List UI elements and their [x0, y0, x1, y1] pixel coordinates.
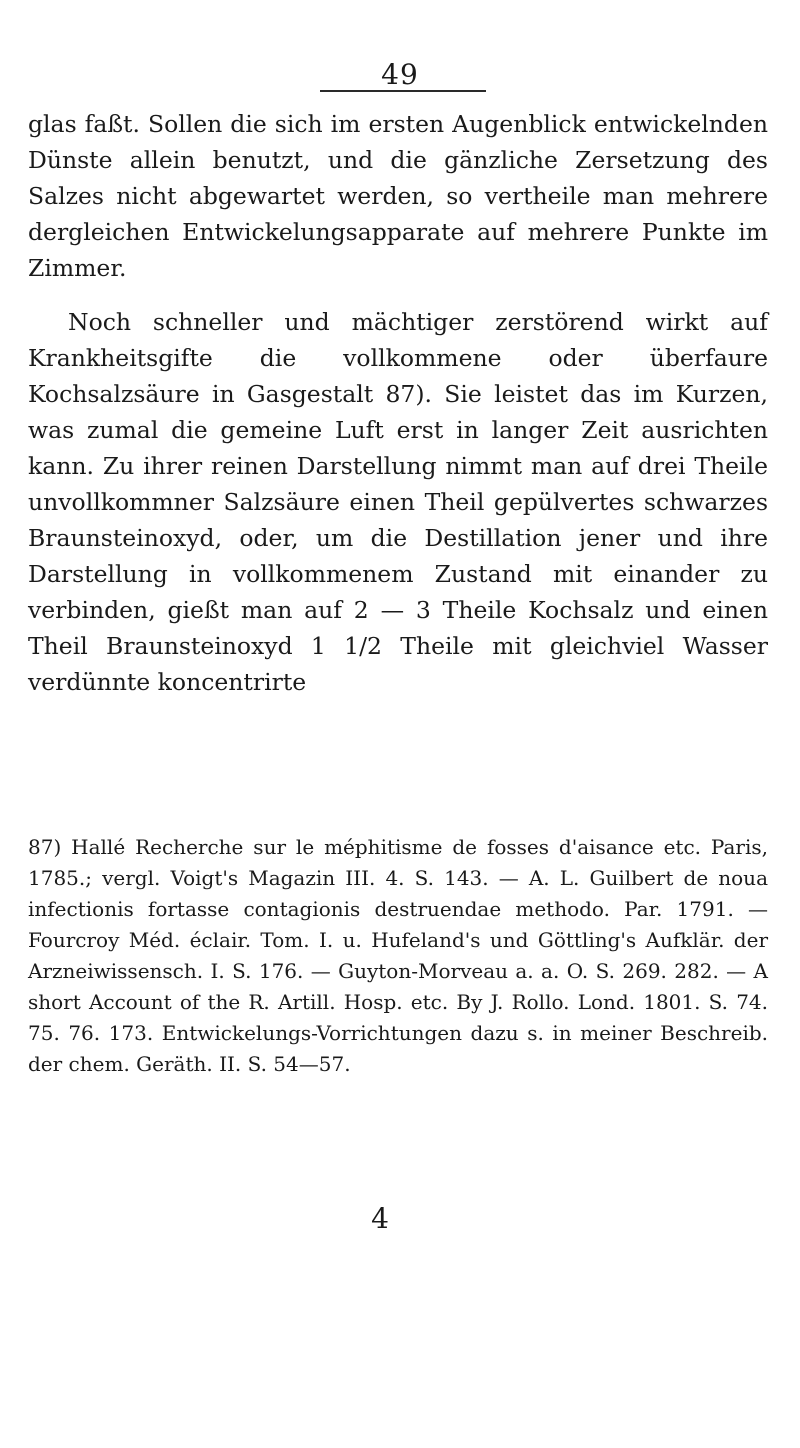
header-rule — [320, 90, 486, 92]
main-text — [28, 106, 768, 700]
page-number: 49 — [381, 58, 419, 91]
footnote — [28, 832, 768, 1080]
footnote-87: 87) Hallé Recherche sur le méphitisme de fosses d'aisance etc. Paris, 1785.; vergl. Voigt's Magazin III. 4. S. 143. — A. L. Guilbert de noua infectionis fortasse contagionis destruendae methodo. Par. 1791. — Fourcroy Méd. éclair. Tom. I. u. Hufeland's und Göttling's Aufklär. der Arzneiwissensch. I. S. 176. — Guyton-Morveau a. a. O. S. 269. 282. — A short Account of the R. Artill. Hosp. etc. By J. Rollo. Lond. 1801. S. 74. 75. 76. 173. Entwickelungs-Vorrichtungen dazu s. in meiner Beschreib. der chem. Geräth. II. S. 54—57. — [28, 835, 768, 1076]
paragraph-2: Noch schneller und mächtiger zerstörend wirkt auf Krankheitsgifte die vollkommene oder überfaure Kochsalzsäure in Gasgestalt 87). Sie leistet das im Kurzen, was zumal die gemeine Luft erst in langer Zeit ausrichten kann. Zu ihrer reinen Darstellung nimmt man auf drei Theile unvollkommner Salzsäure einen Theil gepülvertes schwarzes Braunsteinoxyd, oder, um die Destillation jener und ihre Darstellung in vollkommenem Zustand mit einander zu verbinden, gießt man auf 2 — 3 Theile Kochsalz und einen Theil Braunsteinoxyd 1 1/2 Theile mit gleichviel Wasser verdünnte koncentrirte — [28, 308, 768, 696]
signature-mark: 4 — [371, 1202, 389, 1235]
paragraph-1: glas faßt. Sollen die sich im ersten Augenblick entwickelnden Dünste allein benutzt, und die gänzliche Zersetzung des Salzes nicht abgewartet werden, so vertheile man mehrere dergleichen Entwickelungsapparate auf mehrere Punkte im Zimmer. — [28, 110, 768, 282]
